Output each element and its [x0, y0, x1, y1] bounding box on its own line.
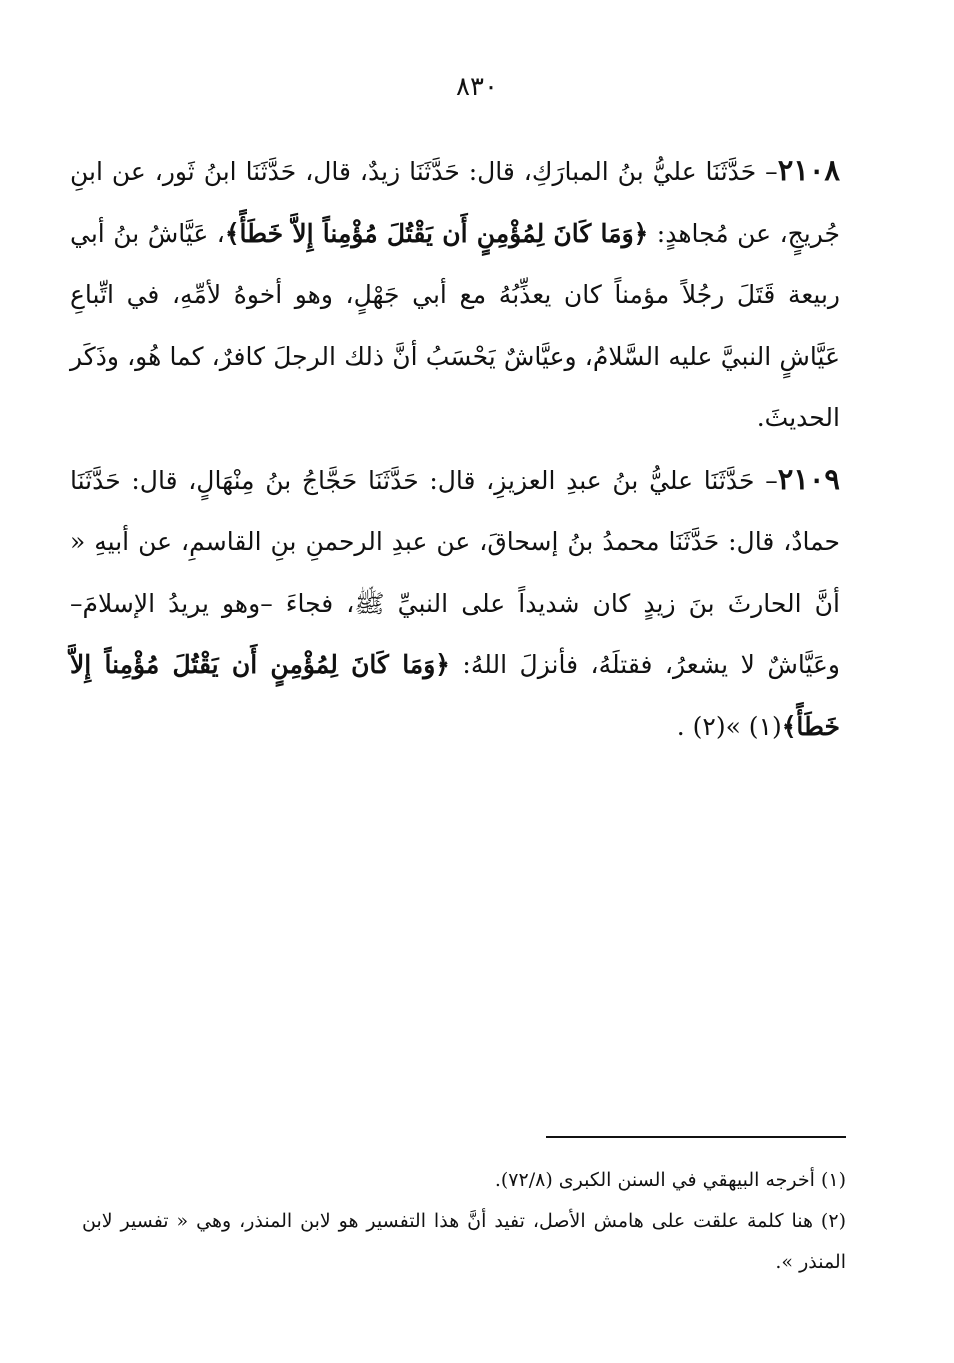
hadith-number: ٢١٠٨: [777, 153, 840, 187]
hadith-separator: –: [756, 157, 778, 186]
hadith-text-continued: ، عَيَّاشُ بنُ أبي ربيعة قَتَلَ رجُلاً مؤمناً كان يعذِّبُهُ مع أبي جَهْلٍ، وهو أخوهُ لأمِّهِ، في اتِّباعِ عَيَّاشٍ النبيَّ عليه السَّلامُ، وعيَّاشٌ يَحْسَبُ أنَّ ذلك الرجلَ كافرٌ، كما هُو، وذَكَر الحديثَ.: [70, 218, 840, 432]
footnote-divider: [546, 1136, 846, 1138]
hadith-text-continued: (١) »(٢) .: [676, 711, 782, 741]
hadith-text: حَدَّثَنَا عليُّ بنُ عبدِ العزيزِ، قال: حَدَّثَنَا حَجَّاجُ بنُ مِنْهَالٍ، قال: حَدَّثَنَا حمادٌ، قال: حَدَّثَنَا محمدُ بنُ إسحاقَ، عن عبدِ الرحمنِ بنِ القاسمِ، عن أبيهِ « أنَّ الحارثَ بنَ زيدٍ كان شديداً على النبيِّ ﷺ، فجاءَ –وهو يريدُ الإسلامَ– وعَيَّاشٌ لا يشعرُ، فقتلَهُ، فأنزلَ اللهُ:: [70, 465, 840, 679]
footnote-1: (١) أخرجه البيهقي في السنن الكبرى (٧٢/٨).: [494, 1169, 846, 1191]
hadith-text: حَدَّثَنَا عليُّ بنُ المبارَكِ، قال: حَدَّثَنَا زيدٌ، قال، حَدَّثَنَا ابنُ ثَور، عن ابنِ جُريجٍ، عن مُجاهدٍ:: [70, 157, 840, 248]
page-number: ٨٣٠: [456, 72, 498, 102]
main-text: [70, 140, 840, 757]
footnote-2: (٢) هنا كلمة علقت على هامش الأصل، تفيد أنَّ هذا التفسير هو لابن المنذر، وهي « تفسير لابن المنذر ».: [82, 1210, 846, 1273]
hadith-separator: –: [754, 465, 778, 495]
quran-verse: ﴿وَمَا كَانَ لِمُؤْمِنٍ أَن يَقْتُلَ مُؤْمِناً إِلاَّ خَطَأً﴾: [70, 650, 840, 741]
hadith-2109: [70, 449, 840, 758]
quran-verse: ﴿وَمَا كَانَ لِمُؤْمِنٍ أَن يَقْتُلَ مُؤْمِناً إِلاَّ خَطَأً﴾: [224, 218, 649, 248]
footnotes: [82, 1160, 846, 1283]
hadith-2108: [70, 140, 840, 449]
hadith-number: ٢١٠٩: [777, 461, 841, 496]
